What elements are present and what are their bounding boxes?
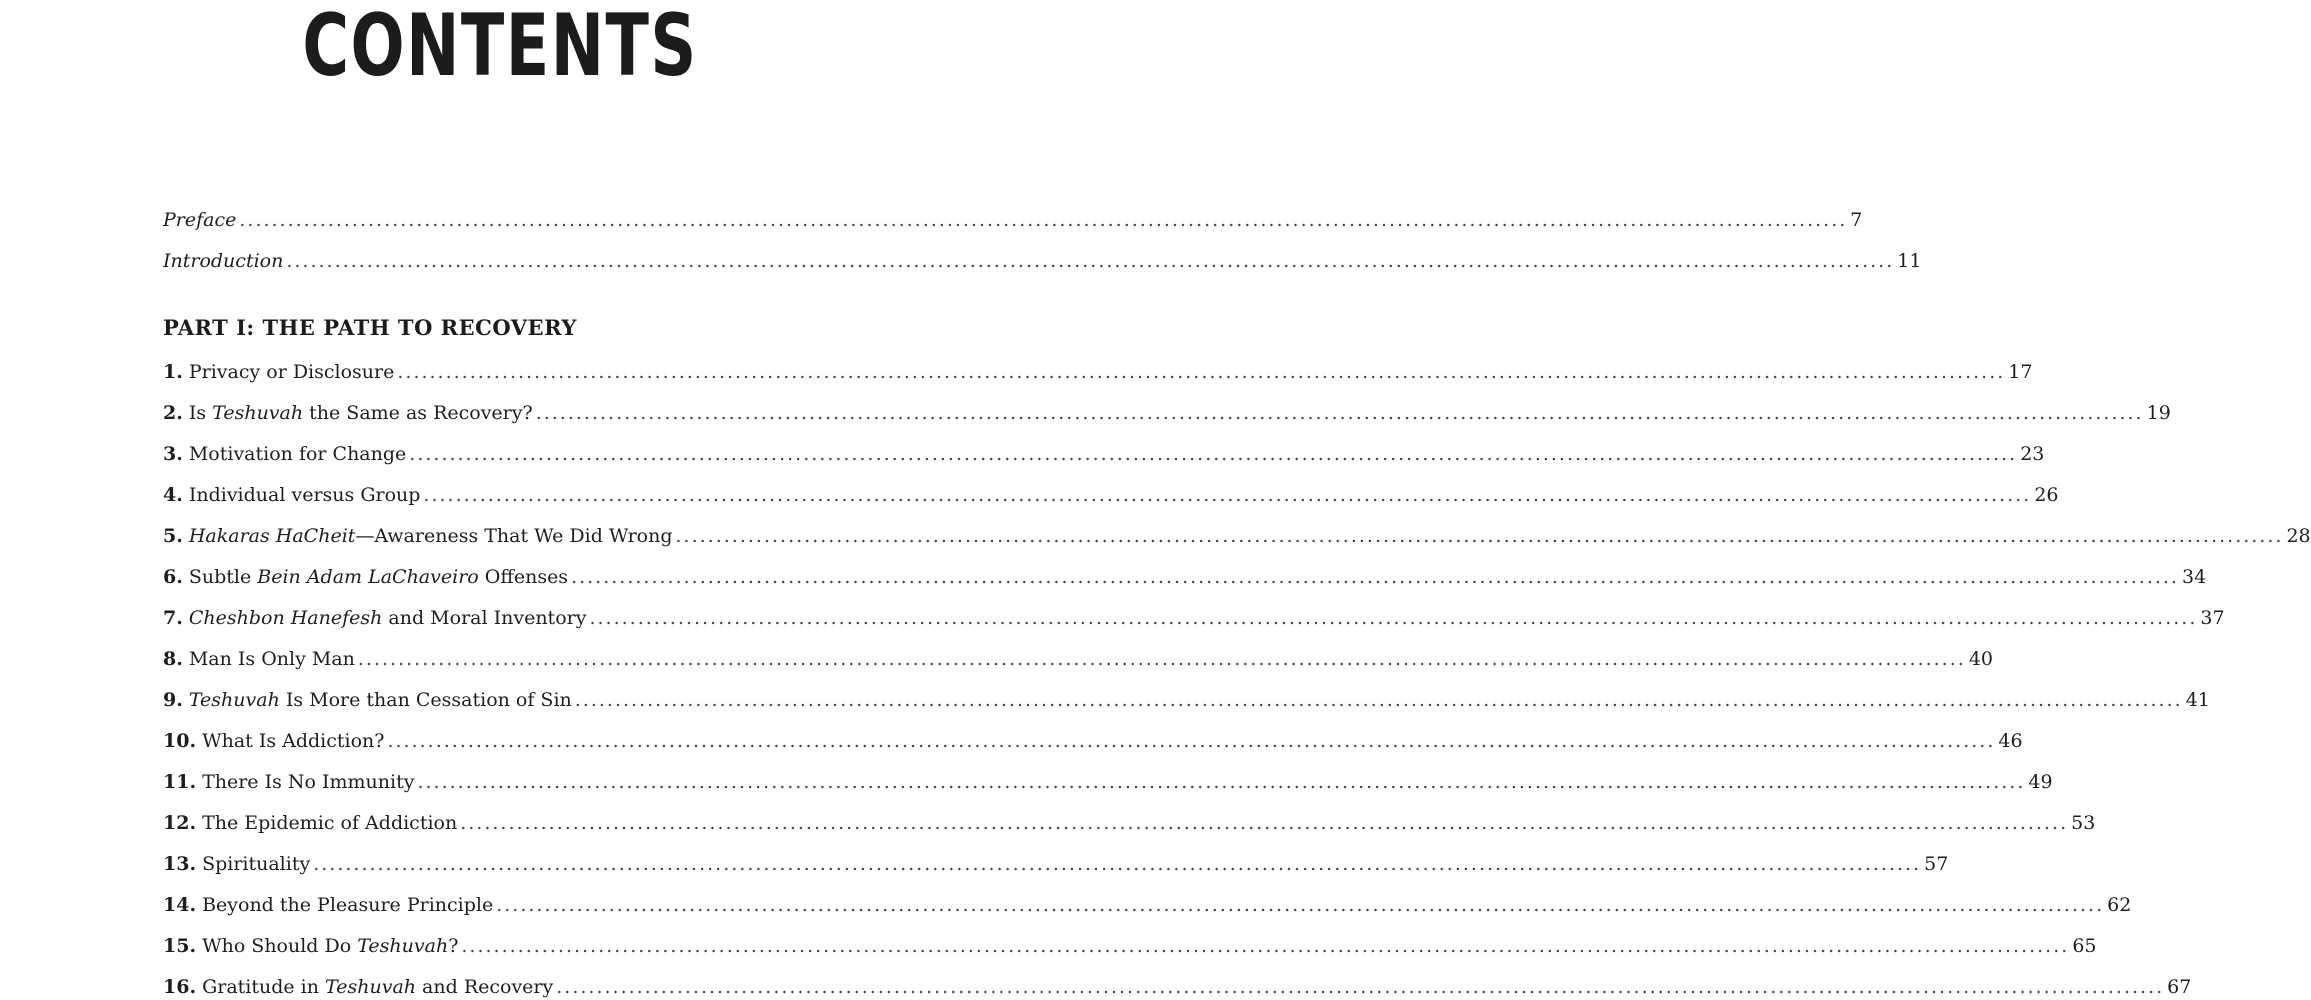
title-text: The Epidemic of Addiction bbox=[202, 812, 458, 834]
dot-leader: ........................................................................................................................................................................................................ bbox=[286, 250, 1895, 272]
entry-title bbox=[163, 728, 384, 754]
entry-title bbox=[163, 482, 420, 508]
title-text: Offenses bbox=[478, 566, 569, 588]
page-number: 57 bbox=[1924, 853, 1949, 875]
chapter-number: 2. bbox=[163, 402, 183, 424]
entry-title bbox=[163, 892, 493, 918]
entry-title bbox=[163, 851, 310, 877]
italic-term: Teshuvah bbox=[212, 402, 304, 424]
dot-leader: ........................................................................................................................................................................................................ bbox=[313, 853, 1922, 875]
italic-term: Teshuvah bbox=[325, 976, 417, 998]
italic-term: Cheshbon Hanefesh bbox=[188, 607, 383, 629]
title-text: the Same as Recovery? bbox=[303, 402, 533, 424]
page-number: 37 bbox=[2200, 607, 2225, 629]
chapter-number: 14. bbox=[163, 894, 197, 916]
dot-leader: ........................................................................................................................................................................................................ bbox=[589, 607, 2198, 629]
entry-title bbox=[163, 605, 586, 631]
entry-title bbox=[163, 400, 533, 426]
dot-leader: ........................................................................................................................................................................................................ bbox=[460, 812, 2069, 834]
italic-term: Bein Adam LaChaveiro bbox=[257, 566, 479, 588]
toc-entry-chapter[interactable] bbox=[163, 851, 1949, 877]
dot-leader: ........................................................................................................................................................................................................ bbox=[423, 484, 2032, 506]
title-text: There Is No Immunity bbox=[202, 771, 415, 793]
chapter-number: 3. bbox=[163, 443, 183, 465]
entry-title bbox=[163, 974, 553, 1000]
toc-entry-chapter[interactable] bbox=[163, 933, 2097, 959]
page-number: 17 bbox=[2008, 361, 2033, 383]
toc-entry-chapter[interactable] bbox=[163, 523, 2311, 549]
title-text: Gratitude in bbox=[202, 976, 326, 998]
toc-entry-chapter[interactable] bbox=[163, 482, 2059, 508]
chapter-number: 5. bbox=[163, 525, 183, 547]
title-text: Privacy or Disclosure bbox=[188, 361, 395, 383]
chapter-number: 11. bbox=[163, 771, 197, 793]
page-number: 28 bbox=[2286, 525, 2311, 547]
dot-leader: ........................................................................................................................................................................................................ bbox=[556, 976, 2165, 998]
toc-entry-chapter[interactable] bbox=[163, 769, 2053, 795]
chapter-number: 6. bbox=[163, 566, 183, 588]
entry-title bbox=[163, 523, 673, 549]
title-text: Is bbox=[188, 402, 213, 424]
page-number: 49 bbox=[2028, 771, 2053, 793]
title-text: Individual versus Group bbox=[188, 484, 421, 506]
page-number: 53 bbox=[2071, 812, 2096, 834]
dot-leader: ........................................................................................................................................................................................................ bbox=[239, 209, 1848, 231]
toc-entry-chapter[interactable] bbox=[163, 728, 2023, 754]
entry-title bbox=[163, 769, 414, 795]
entry-title bbox=[163, 441, 406, 467]
title-text: and Moral Inventory bbox=[382, 607, 587, 629]
toc-entry-chapter[interactable] bbox=[163, 810, 2096, 836]
title-text: Who Should Do bbox=[202, 935, 358, 957]
dot-leader: ........................................................................................................................................................................................................ bbox=[461, 935, 2070, 957]
dot-leader: ........................................................................................................................................................................................................ bbox=[675, 525, 2284, 547]
page-number: 19 bbox=[2146, 402, 2171, 424]
chapter-number: 1. bbox=[163, 361, 183, 383]
chapter-number: 4. bbox=[163, 484, 183, 506]
dot-leader: ........................................................................................................................................................................................................ bbox=[571, 566, 2179, 588]
toc-entry-chapter[interactable] bbox=[163, 359, 2033, 385]
chapter-number: 15. bbox=[163, 935, 197, 957]
toc-entry-chapter[interactable] bbox=[163, 441, 2045, 467]
dot-leader: ........................................................................................................................................................................................................ bbox=[535, 402, 2144, 424]
title-text: Is More than Cessation of Sin bbox=[279, 689, 572, 711]
toc-entry-chapter[interactable] bbox=[163, 564, 2207, 590]
page-number: 67 bbox=[2167, 976, 2192, 998]
dot-leader: ........................................................................................................................................................................................................ bbox=[574, 689, 2183, 711]
dot-leader: ........................................................................................................................................................................................................ bbox=[417, 771, 2026, 793]
page-number: 65 bbox=[2072, 935, 2097, 957]
entry-title: Introduction bbox=[163, 250, 284, 272]
chapter-number: 8. bbox=[163, 648, 183, 670]
italic-term: Teshuvah bbox=[188, 689, 280, 711]
part-heading: PART I: THE PATH TO RECOVERY bbox=[163, 315, 577, 340]
title-text: What Is Addiction? bbox=[202, 730, 385, 752]
page-number: 46 bbox=[1998, 730, 2023, 752]
chapter-number: 10. bbox=[163, 730, 197, 752]
toc-entry-chapter[interactable] bbox=[163, 605, 2225, 631]
entry-title bbox=[163, 646, 355, 672]
dot-leader: ........................................................................................................................................................................................................ bbox=[409, 443, 2018, 465]
entry-title bbox=[163, 564, 568, 590]
toc-entry-chapter[interactable] bbox=[163, 974, 2192, 1000]
page-title: CONTENTS bbox=[302, 0, 698, 96]
title-text: ? bbox=[448, 935, 459, 957]
title-text: Spirituality bbox=[202, 853, 311, 875]
title-text: Motivation for Change bbox=[188, 443, 407, 465]
entry-title bbox=[163, 687, 572, 713]
italic-term: Teshuvah bbox=[357, 935, 449, 957]
page-number: 41 bbox=[2185, 689, 2210, 711]
entry-title: Preface bbox=[163, 209, 237, 231]
chapter-number: 13. bbox=[163, 853, 197, 875]
chapter-number: 9. bbox=[163, 689, 183, 711]
chapter-number: 12. bbox=[163, 812, 197, 834]
toc-entry-chapter[interactable] bbox=[163, 892, 2132, 918]
page-number: 7 bbox=[1850, 209, 1863, 231]
title-text: Subtle bbox=[188, 566, 258, 588]
title-text: Man Is Only Man bbox=[188, 648, 355, 670]
page-number: 23 bbox=[2020, 443, 2045, 465]
italic-term: Hakaras HaCheit bbox=[188, 525, 356, 547]
page-number: 11 bbox=[1897, 250, 1922, 272]
entry-title bbox=[163, 810, 457, 836]
toc-entry-chapter[interactable] bbox=[163, 687, 2210, 713]
dot-leader: ........................................................................................................................................................................................................ bbox=[397, 361, 2006, 383]
page-number: 34 bbox=[2181, 566, 2207, 588]
toc-entry-chapter[interactable] bbox=[163, 646, 1993, 672]
title-text: —Awareness That We Did Wrong bbox=[355, 525, 673, 547]
page-number: 62 bbox=[2107, 894, 2132, 916]
chapter-number: 7. bbox=[163, 607, 183, 629]
toc-entry-chapter[interactable] bbox=[163, 400, 2171, 426]
dot-leader: ........................................................................................................................................................................................................ bbox=[387, 730, 1996, 752]
page-number: 26 bbox=[2034, 484, 2059, 506]
toc-entry-introduction[interactable] bbox=[163, 248, 1922, 274]
chapter-number: 16. bbox=[163, 976, 197, 998]
title-text: and Recovery bbox=[416, 976, 554, 998]
entry-title bbox=[163, 359, 394, 385]
page-number: 40 bbox=[1968, 648, 1993, 670]
dot-leader: ........................................................................................................................................................................................................ bbox=[357, 648, 1966, 670]
toc-entry-preface[interactable] bbox=[163, 207, 1863, 233]
dot-leader: ........................................................................................................................................................................................................ bbox=[496, 894, 2105, 916]
entry-title bbox=[163, 933, 458, 959]
title-text: Beyond the Pleasure Principle bbox=[202, 894, 494, 916]
